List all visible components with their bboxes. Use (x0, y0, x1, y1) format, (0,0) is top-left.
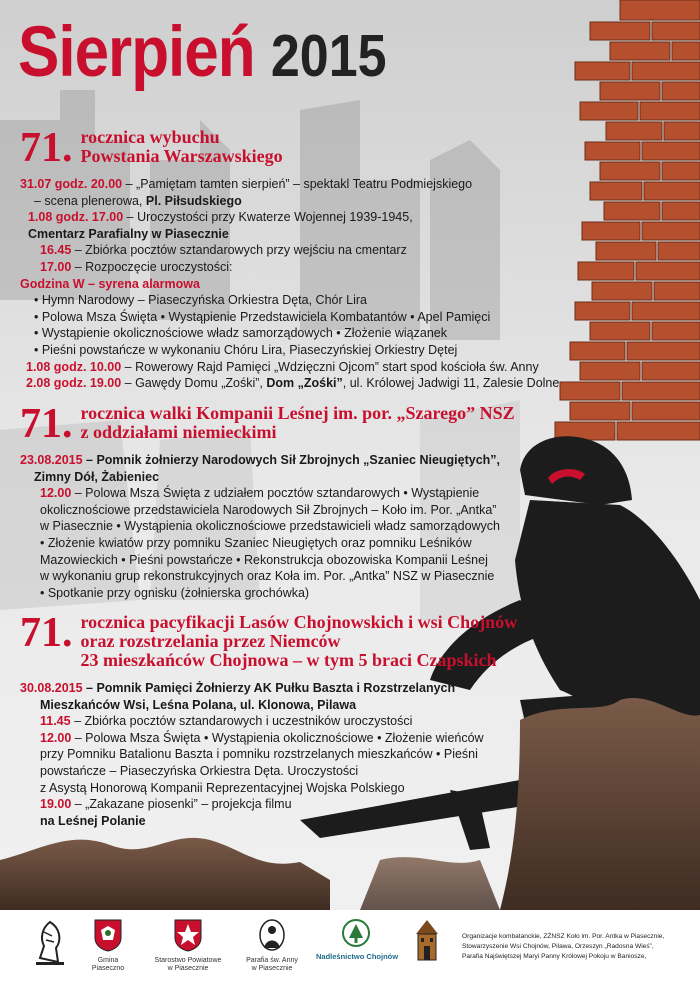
s2-text-4: okolicznościowe przedstawiciela Narodowych Sił Zbrojnych – Koło im. Por. „Antka” (40, 502, 497, 517)
s1-date-1: 31.07 godz. 20.00 (20, 177, 123, 191)
s2-text-6: • Złożenie kwiatów przy pomniku Szaniec Nieugiętych oraz pomniku Leśników (40, 535, 472, 550)
s2-text-9: • Spotkanie przy ognisku (żołnierska grochówka) (40, 585, 310, 600)
starostwo-crest-icon (173, 918, 203, 952)
s3-text-1: – Pomnik Pamięci Żołnierzy AK Pułku Baszta i Rozstrzelanych (82, 681, 456, 695)
section-1-heading (20, 125, 283, 171)
s3-text-6: powstańcze – Piaseczyńska Orkiestra Dęta. Uroczystości (40, 763, 359, 778)
chojnow-crest-logo (410, 918, 444, 967)
s1-text-6: – Rozpoczęcie uroczystości: (71, 259, 233, 274)
section-1-number: 71. (20, 125, 73, 171)
gmina-piaseczno-logo (86, 918, 130, 973)
s3-text-3: – Zbiórka pocztów sztandarowych i uczestników uroczystości (70, 714, 413, 729)
s1-item-8: • Hymn Narodowy – Piaseczyńska Orkiestra Dęta, Chór Lira (34, 293, 367, 308)
title-year: 2015 (270, 22, 387, 90)
hand-logo (30, 918, 70, 971)
section-3-heading (20, 610, 518, 670)
parafia-label-1: Parafia św. Anny (246, 957, 298, 964)
s1-text-13c: , ul. Królowej Jadwigi 11, Zalesie Dolne (342, 376, 560, 391)
organizers-list (462, 932, 664, 963)
s3-place-2: Mieszkańców Wsi, Leśna Polana, ul. Klonowa, Pilawa (40, 697, 357, 712)
organizers-line-1: Organizacje kombatanckie, ZŻNSZ Koło im. Por. Antka w Piasecznie, (462, 933, 665, 940)
organizers-line-3: Parafia Najświętszej Maryi Panny Królowej Pokoju w Baniosze, (462, 953, 647, 961)
sponsors-footer (0, 910, 700, 990)
s3-text-7: z Asystą Honorową Kompanii Reprezentacyjnej Wojska Polskiego (40, 780, 405, 795)
s2-text-3: – Polowa Msza Święta z udziałem pocztów sztandarowych • Wystąpienie (71, 486, 480, 501)
forest-tree-icon (341, 918, 371, 948)
tower-crest-icon (412, 918, 442, 964)
gmina-label-2: Piaseczno (91, 965, 125, 972)
section-3-heading-line-2: oraz rozstrzelania przez Niemców (80, 631, 341, 651)
s3-time-8: 19.00 (40, 797, 72, 812)
s1-text-12: – Rowerowy Rajd Pamięci „Wdzięczni Ojcom” start spod kościoła św. Anny (121, 359, 539, 374)
organizers-line-2: Stowarzyszenie Wsi Chojnów, Pilawa, Orzeszyn „Radosna Wieś”, (462, 943, 654, 951)
section-1-heading-line-1: rocznica wybuchu (80, 127, 220, 147)
s3-text-4: – Polowa Msza Święta • Wystąpienia okolicznościowe • Złożenie wieńców (71, 730, 484, 745)
section-2-body (20, 452, 500, 601)
nadlesnictwo-logo (316, 918, 399, 961)
s2-date-1: 23.08.2015 (20, 453, 83, 467)
s1-text-5: – Zbiórka pocztów sztandarowych przy wejściu na cmentarz (71, 243, 407, 258)
section-2-heading-line-2: z oddziałami niemieckimi (80, 422, 277, 442)
s3-time-4: 12.00 (40, 730, 72, 745)
s1-item-11: • Pieśni powstańcze w wykonaniu Chóru Lira, Piaseczyńskiej Orkiestry Dętej (34, 342, 458, 357)
s3-date-1: 30.08.2015 (20, 681, 83, 695)
parafia-sw-anny-logo (242, 918, 302, 973)
s1-time-6: 17.00 (40, 259, 72, 274)
section-2-heading-line-1: rocznica walki Kompanii Leśnej im. por. „Szarego” NSZ (80, 403, 515, 423)
s2-text-8: w wykonaniu grup rekonstrukcyjnych oraz Koła im. Por. „Antka” NSZ w Piasecznie (40, 569, 495, 584)
s1-text-13a: – Gawędy Domu „Zośki”, (121, 376, 267, 391)
s1-text-1: – „Pamiętam tamten sierpień” – spektakl Teatru Podmiejskiego (122, 177, 473, 191)
title-month: Sierpień (18, 12, 255, 92)
parafia-label-2: w Piasecznie (251, 965, 293, 972)
s1-item-10: • Wystąpienie okolicznościowe władz samorządowych • Złożenie wiązanek (34, 326, 447, 341)
s1-siren: Godzina W – syrena alarmowa (20, 276, 200, 291)
s3-text-8: – „Zakazane piosenki” – projekcja filmu (71, 797, 292, 812)
s1-date-3: 1.08 godz. 17.00 (28, 210, 124, 225)
starostwo-label-2: w Piasecznie (167, 965, 209, 972)
s1-date-12: 1.08 godz. 10.00 (26, 359, 122, 374)
gmina-label-1: Gmina (97, 957, 119, 964)
starostwo-logo (152, 918, 224, 973)
saint-anna-icon (258, 918, 286, 952)
s2-place-2: Zimny Dół, Żabieniec (34, 469, 160, 484)
section-3-heading-line-1: rocznica pacyfikacji Lasów Chojnowskich i wsi Chojnów (80, 612, 518, 632)
s2-text-1: – Pomnik żołnierzy Narodowych Sił Zbrojnych „Szaniec Nieugiętych”, (82, 453, 501, 467)
section-1-body (20, 176, 559, 392)
s1-text-13b: Dom „Zośki” (266, 376, 343, 391)
section-3-body (20, 680, 484, 829)
section-3-heading-line-3: 23 mieszkańców Chojnowa – w tym 5 braci Czapskich (80, 650, 497, 670)
s2-time-3: 12.00 (40, 486, 72, 501)
s2-text-5: w Piasecznie • Wystąpienia okolicznościowe przedstawicieli władz samorządowych (40, 519, 501, 534)
s2-text-7: Mazowieckich • Pieśni powstańcze • Rekonstrukcja obozowiska Kompanii Leśnej (40, 552, 488, 567)
section-2-number: 71. (20, 401, 73, 447)
section-3-number: 71. (20, 610, 73, 656)
poster-title (18, 8, 387, 101)
s1-text-2: – scena plenerowa, (34, 193, 146, 208)
hand-sign-icon (32, 918, 68, 968)
s1-place-4: Cmentarz Parafialny w Piasecznie (28, 226, 229, 241)
s3-text-5: przy Pomniku Batalionu Baszta i pomniku rozstrzelanych mieszkańców • Pieśni (40, 747, 478, 762)
section-2-heading (20, 401, 515, 447)
s3-time-3: 11.45 (40, 714, 71, 729)
nadlesnictwo-label: Nadleśnictwo Chojnów (316, 952, 399, 961)
s1-date-13: 2.08 godz. 19.00 (26, 376, 122, 391)
s1-place-2: Pl. Piłsudskiego (145, 193, 242, 208)
section-1-heading-line-2: Powstania Warszawskiego (80, 146, 283, 166)
s1-item-9: • Polowa Msza Święta • Wystąpienie Przedstawiciela Kombatantów • Apel Pamięci (34, 309, 491, 324)
s1-time-5: 16.45 (40, 243, 72, 258)
starostwo-label-1: Starostwo Powiatowe (154, 957, 222, 964)
s3-text-9: na Leśnej Polanie (40, 813, 146, 828)
gmina-crest-icon (93, 918, 123, 952)
s1-text-3: – Uroczystości przy Kwaterze Wojennej 1939-1945, (123, 210, 413, 225)
